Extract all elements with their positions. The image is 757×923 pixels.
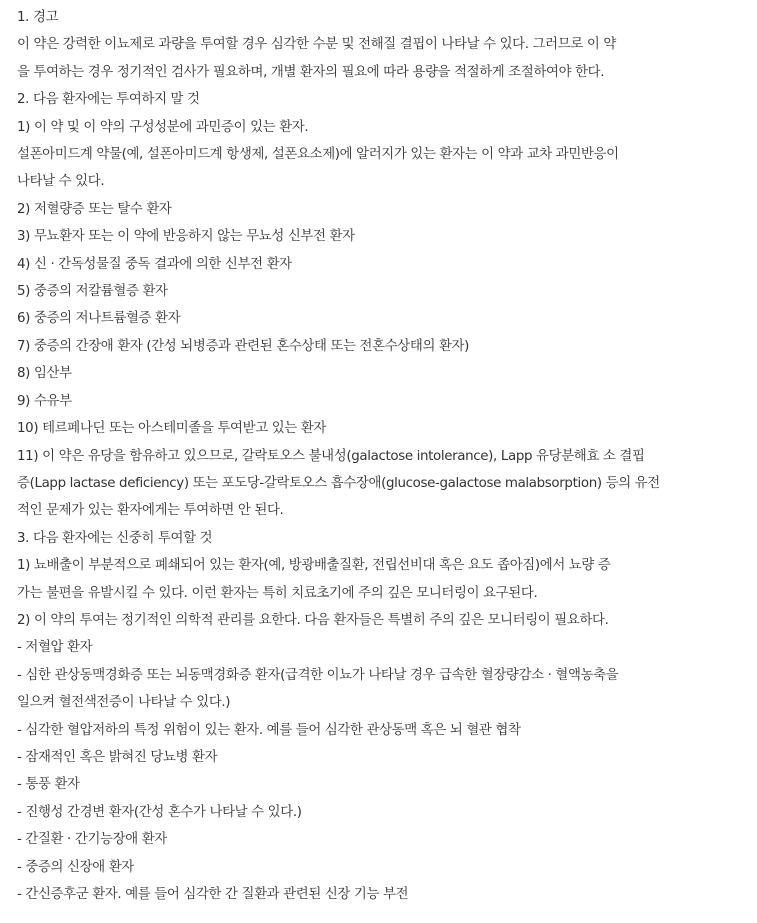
bullet-item: - 심각한 혈압저하의 특정 위험이 있는 환자. 예를 들어 심각한 관상동맥 혹은 뇌 혈관 협착 [17, 722, 521, 738]
list-item: 10) 테르페나딘 또는 아스테미졸을 투여받고 있는 환자 [17, 421, 326, 437]
list-item: 2) 저혈량증 또는 탈수 환자 [17, 201, 172, 217]
paragraph-line: 일으켜 혈전색전증이 나타날 수 있다.) [17, 695, 231, 711]
bullet-item: - 잠재적인 혹은 밝혀진 당뇨병 환자 [17, 749, 218, 765]
section-heading-precautions: 3. 다음 환자에는 신중히 투여할 것 [17, 530, 213, 546]
bullet-item: - 저혈압 환자 [17, 640, 93, 656]
list-item: 7) 중증의 간장애 환자 (간성 뇌병증과 관련된 혼수상태 또는 전혼수상태의 환자) [17, 338, 470, 354]
section-heading-contraindications: 2. 다음 환자에는 투여하지 말 것 [17, 92, 200, 108]
list-item: 1) 뇨배출이 부분적으로 폐쇄되어 있는 환자(예, 방광배출질환, 전립선비대 혹은 요도 좁아짐)에서 뇨량 증 [17, 558, 611, 574]
bullet-item: - 간신증후군 환자. 예를 들어 심각한 간 질환과 관련된 신장 기능 부전 [17, 887, 409, 902]
list-item: 2) 이 약의 투여는 정기적인 의학적 관리를 요한다. 다음 환자들은 특별히 주의 깊은 모니터링이 필요하다. [17, 612, 609, 628]
list-item: 5) 중증의 저칼륨혈증 환자 [17, 284, 168, 300]
list-item: 6) 중증의 저나트륨혈증 환자 [17, 311, 181, 327]
bullet-item: - 간질환 · 간기능장애 환자 [17, 832, 167, 848]
list-item: 1) 이 약 및 이 약의 구성성분에 과민증이 있는 환자. [17, 119, 309, 135]
list-item: 3) 무뇨환자 또는 이 약에 반응하지 않는 무뇨성 신부전 환자 [17, 229, 355, 245]
paragraph-line: 가는 불편을 유발시킬 수 있다. 이런 환자는 특히 치료초기에 주의 깊은 모니터링이 요구된다. [17, 585, 538, 601]
list-item: 8) 임산부 [17, 366, 72, 382]
section-heading-warning: 1. 경고 [17, 10, 59, 25]
bullet-item: - 진행성 간경변 환자(간성 혼수가 나타날 수 있다.) [17, 804, 302, 820]
paragraph-line: 증(Lapp lactase deficiency) 또는 포도당-갈락토오스 흡수장애(glucose-galactose malabsorption) 등의 유전 [17, 475, 660, 491]
bullet-item: - 중증의 신장애 환자 [17, 859, 134, 875]
paragraph-line: 을 투여하는 경우 정기적인 검사가 필요하며, 개별 환자의 필요에 따라 용량을 적절하게 조절하여야 한다. [17, 64, 605, 80]
paragraph-line: 이 약은 강력한 이뇨제로 과량을 투여할 경우 심각한 수분 및 전해질 결핍이 나타날 수 있다. 그러므로 이 약 [17, 37, 616, 53]
list-item: 11) 이 약은 유당을 함유하고 있으므로, 갈락토오스 불내성(galactose intolerance), Lapp 유당분해효 소 결핍 [17, 448, 645, 464]
list-item: 9) 수유부 [17, 393, 72, 409]
bullet-item: - 통풍 환자 [17, 777, 80, 793]
paragraph-line: 적인 문제가 있는 환자에게는 투여하면 안 된다. [17, 503, 284, 519]
bullet-item: - 심한 관상동맥경화증 또는 뇌동맥경화증 환자(급격한 이뇨가 나타날 경우 급속한 혈장량감소 · 혈액농축을 [17, 667, 619, 683]
paragraph-line: 나타날 수 있다. [17, 174, 105, 190]
paragraph-line: 설폰아미드계 약물(예, 설폰아미드계 항생제, 설폰요소제)에 알러지가 있는 환자는 이 약과 교차 과민반응이 [17, 147, 619, 163]
list-item: 4) 신 · 간독성물질 중독 결과에 의한 신부전 환자 [17, 256, 292, 272]
